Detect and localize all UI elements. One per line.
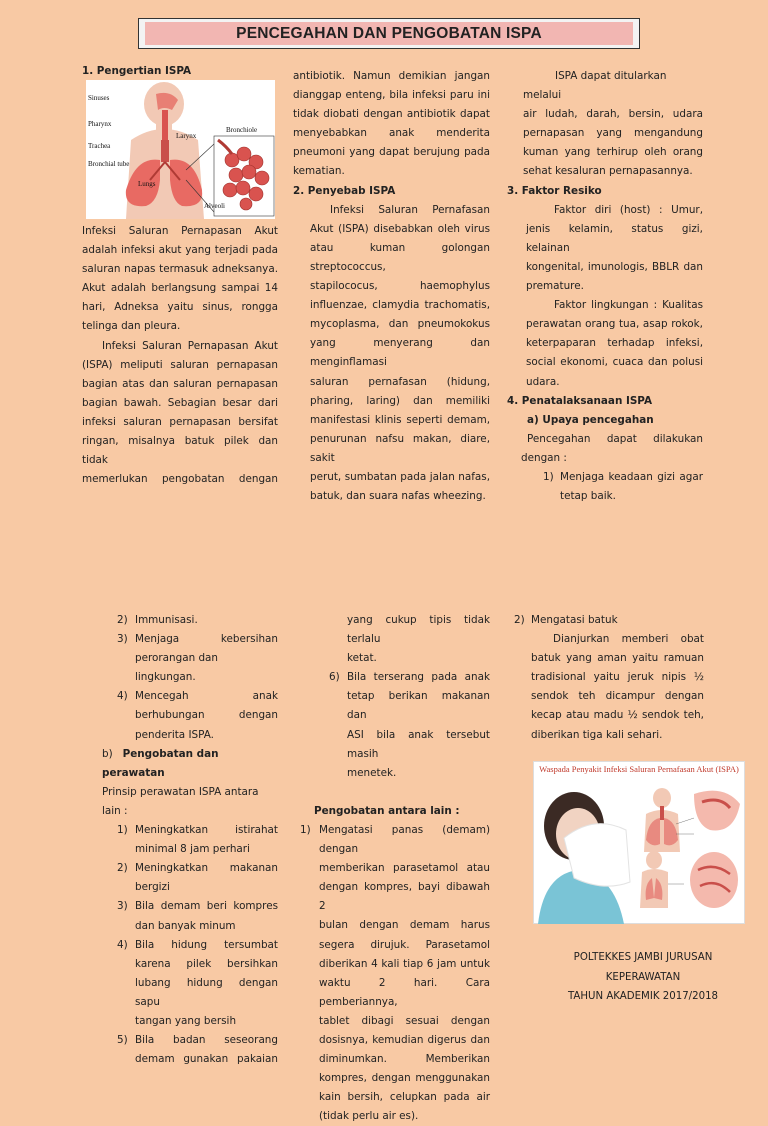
list-item: 1) Meningkatkan istirahat minimal 8 jam perhari xyxy=(117,824,278,856)
label-larynx: Larynx xyxy=(176,132,197,140)
footer-line: TAHUN AKADEMIK 2017/2018 xyxy=(567,991,719,1002)
poster-caption: Waspada Penyakit Infeksi Saluran Pernafasan Akut (ISPA) xyxy=(539,764,739,774)
list-item: 4) Mencegah anak berhubungan dengan penderita ISPA. xyxy=(117,690,278,741)
footer-line: POLTEKKES JAMBI JURUSAN xyxy=(573,952,713,963)
page-title: PENCEGAHAN DAN PENGOBATAN ISPA xyxy=(145,22,633,45)
list-item: 4) Bila hidung tersumbat karena pilek bersihkan lubang hidung dengan sapu tangan yang bersih xyxy=(117,938,278,1027)
list-item: 5) Bila badan seseorang demam gunakan pakaian xyxy=(117,1034,278,1066)
list-item: 1) Mengatasi panas (demam) dengan memberikan parasetamol atau dengan kompres, bayi dibawah 2 bulan dengan demam harus segera dirujuk. Parasetamol diberikan 4 kali tiap 6 jam untuk waktu 2 hari. Cara pemberiannya, tablet dibagi sesuai dengan dosisnya, kemudian digerus dan diminumkan. Memberikan kompres, dengan menggunakan kain bersih, celupkan pada air (tidak perlu air es). xyxy=(300,823,490,1123)
list-item: 6) Bila terserang pada anak tetap berikan makanan dan ASI bila anak tersebut masih menetek. xyxy=(329,671,490,779)
heading-penyebab: 2. Penyebab ISPA xyxy=(293,184,396,197)
section-pengertian xyxy=(82,62,278,81)
heading-penatalaksanaan: 4. Penatalaksanaan ISPA xyxy=(507,394,653,407)
section-mengatasi-batuk: 2) Mengatasi batuk Dianjurkan memberi obat batuk yang aman yaitu ramuan tradisional yaitu jeruk nipis ½ sendok teh dicampur dengan kecap atau madu ½ sendok teh, diberikan tiga kali sehari. xyxy=(514,611,704,745)
section-pengobatan: yang cukup tipis tidak terlalu ketat. 6) Bila terserang pada anak tetap berikan makanan dan ASI bila anak tersebut masih menetek. Pengobatan antara lain : 1) Mengatasi panas (demam) dengan memberikan parasetamol atau dengan kompres, bayi dibawah 2 bulan dengan demam harus segera dirujuk. Parasetamol diberikan 4 kali tiap 6 jam untuk waktu 2 hari. Cara pemberiannya, tablet dibagi sesuai dengan dosisnya, kemudian digerus dan diminumkan. Memberikan kompres, dengan menggunakan kain bersih, celupkan pada air (tidak perlu air es). xyxy=(300,611,490,1126)
label-trachea: Trachea xyxy=(88,142,111,150)
label-alveoli: Alveoli xyxy=(204,202,225,210)
footer-line: KEPERAWATAN xyxy=(605,971,681,983)
list-item: 3) Menjaga kebersihan perorangan dan lingkungan. xyxy=(117,633,278,684)
label-bronchial-tube: Bronchial tube xyxy=(88,160,130,168)
pengertian-text: Infeksi Saluran Pernapasan Akut adalah infeksi akut yang terjadi pada saluran napas termasuk adneksanya. Akut adalah berlangsung sampai 14 hari, Adneksa yaitu sinus, rongga telinga dan pleura. Infeksi Saluran Pernapasan Akut (ISPA) meliputi saluran pernapasan bagian atas dan saluran pernapasan bagian bawah. Sebagian besar dari infeksi saluran pernapasan bersifat ringan, misalnya batuk pilek dan tidak memerlukan pengobatan dengan xyxy=(82,225,278,486)
footer-institution xyxy=(520,948,766,1007)
respiratory-anatomy-illustration xyxy=(86,80,275,219)
label-bronchiole: Bronchiole xyxy=(226,126,258,134)
list-item: 1) Menjaga keadaan gizi agar tetap baik. xyxy=(543,470,703,503)
label-lungs: Lungs xyxy=(138,180,156,188)
poster-illustration xyxy=(534,774,744,924)
list-item: 2) Immunisasi. xyxy=(117,614,198,626)
label-sinuses: Sinuses xyxy=(88,94,110,102)
list-item: 2) Mengatasi batuk xyxy=(514,614,618,626)
section-penularan-faktor: ISPA dapat ditularkan melalui air ludah, darah, bersin, udara pernapasan yang mengandung kuman yang terhirup oleh orang sehat kesaluran pernapasannya. 3. Faktor Resiko Faktor diri (host) : Umur, jenis kelamin, status gizi, kelainan kongenital, imunologis, BBLR dan premature. Faktor lingkungan : Kualitas perawatan orang tua, asap rokok, keterpaparan terhadap infeksi, social ekonomi, cuaca dan polusi udara. 4. Penatalaksanaan ISPA a) Upaya pencegahan Pencegahan dapat dilakukan dengan : 1) Menjaga keadaan gizi agar tetap baik. xyxy=(507,67,703,506)
label-pharynx: Pharynx xyxy=(88,120,112,128)
section-penyebab: antibiotik. Namun demikian jangan dianggap enteng, bila infeksi paru ini tidak diobati dengan antibiotik dapat menyebabkan anak menderita pneumoni yang dapat berujung pada kematian. 2. Penyebab ISPA Infeksi Saluran Pernafasan Akut (ISPA) disebabkan oleh virus atau kuman golongan streptococcus, stapilococus, haemophylus influenzae, clamydia trachomatis, mycoplasma, dan pneumokokus yang menyerang dan menginflamasi saluran pernafasan (hidung, pharing, laring) dan memiliki manifestasi klinis seperti demam, penurunan nafsu makan, diare, sakit perut, sumbatan pada jalan nafas, batuk, dan suara nafas wheezing. xyxy=(293,70,490,503)
subheading-upaya-pencegahan: a) Upaya pencegahan xyxy=(527,413,654,426)
section-pencegahan-lanjutan: 2) Immunisasi. 3) Menjaga kebersihan perorangan dan lingkungan. 4) Mencegah anak berhubungan dengan penderita ISPA. b) Pengobatan dan perawatan Prinsip perawatan ISPA antara lain : 1) Meningkatkan istirahat minimal 8 jam perhari 2) Meningkatkan makanan bergizi 3) Bila demam beri kompres dan banyak minum 4) Bila hidung tersumbat karena pilek bersihkan lubang hidung dengan sapu tangan yang bersih 5) Bila badan seseorang demam gunakan pakaian xyxy=(100,611,278,1069)
heading-pengertian: 1. Pengertian ISPA xyxy=(82,65,192,77)
heading-pengobatan: Pengobatan antara lain : xyxy=(314,804,460,817)
list-item: 2) Meningkatkan makanan bergizi xyxy=(117,862,278,894)
list-item: 3) Bila demam beri kompres dan banyak minum xyxy=(117,900,278,932)
subheading-pengobatan-perawatan: b) Pengobatan dan perawatan xyxy=(102,747,219,779)
respiratory-anatomy-figure xyxy=(86,80,275,219)
heading-faktor-resiko: 3. Faktor Resiko xyxy=(507,184,602,197)
ispa-poster-figure xyxy=(533,761,745,924)
title-box xyxy=(138,18,640,49)
